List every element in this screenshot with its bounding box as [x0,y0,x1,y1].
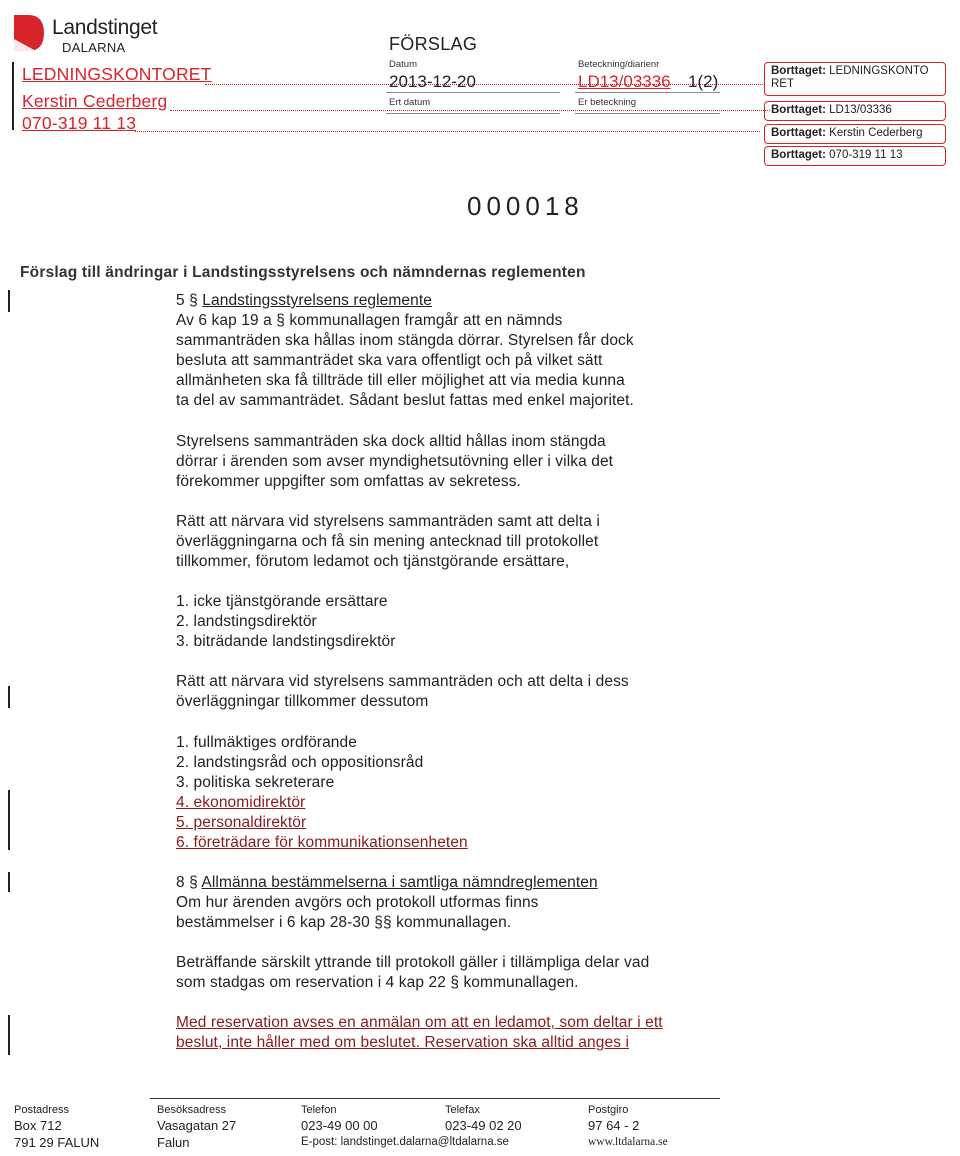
er-date-rule [386,113,560,114]
doc-type: FÖRSLAG [389,34,478,54]
change-line [170,110,770,111]
list-item: 3. politiska sekreterare [176,774,335,791]
footer-phone: 023-49 00 00 [301,1118,378,1133]
change-line [205,84,765,85]
paragraph-line: dörrar i ärenden som avser myndighetsutövning eller i vilka det [176,453,614,470]
footer-fax: 023-49 02 20 [445,1118,522,1133]
footer-visit-label: Besöksadress [157,1104,227,1116]
footer-phone-label: Telefon [301,1104,337,1116]
footer-giro-label: Postgiro [588,1104,629,1116]
paragraph-line: Beträffande särskilt yttrande till protokoll gäller i tillämpliga delar vad [176,954,650,971]
paragraph-line: ta del av sammanträdet. Sådant beslut fattas med enkel majoritet. [176,392,634,409]
footer-visit-2: Falun [157,1135,190,1150]
revision-bar [8,1015,10,1055]
list-item: 1. fullmäktiges ordförande [176,734,357,751]
paragraph-line: Rätt att närvara vid styrelsens sammanträden samt att delta i [176,513,600,530]
inserted-list-item: 5. personaldirektör [176,814,307,831]
logo-region: DALARNA [62,40,126,55]
deletion-balloon: Borttaget: Kerstin Cederberg [764,124,946,144]
revision-bar [8,790,10,850]
paragraph-line: bestämmelser i 6 kap 28-30 §§ kommunallagen. [176,914,512,931]
paragraph-line: överläggningarna och få sin mening antecknad till protokollet [176,533,599,550]
paragraph-line: Av 6 kap 19 a § kommunallagen framgår att en nämnds [176,312,563,329]
change-line [135,131,760,132]
paragraph-line: överläggningar tillkommer dessutom [176,693,429,710]
list-item: 2. landstingsdirektör [176,613,317,630]
date-label: Datum [389,59,417,70]
footer-fax-label: Telefax [445,1104,480,1116]
office-name: LEDNINGSKONTORET [22,64,212,84]
phone-number: 070-319 11 13 [22,113,137,133]
er-ref-label: Er beteckning [578,97,637,108]
paragraph-line: Rätt att närvara vid styrelsens sammanträden och att delta i dess [176,673,629,690]
paragraph-line: förekommer uppgifter som omfattas av sekretess. [176,473,521,490]
paragraph-line: tillkommer, förutom ledamot och tjänstgörande ersättare, [176,553,570,570]
inserted-list-item: 4. ekonomidirektör [176,794,306,811]
section-8-heading: 8 § Allmänna bestämmelserna i samtliga nämndreglementen [176,874,598,891]
doc-ref: LD13/03336 [578,72,671,91]
person-name: Kerstin Cederberg [22,91,168,111]
footer-postal-label: Postadress [14,1104,70,1116]
ref-label: Beteckning/diarienr [578,59,660,70]
deletion-balloon: Borttaget: 070-319 11 13 [764,146,946,166]
paragraph-line: besluta att sammanträdet ska vara offentligt och på vilket sätt [176,352,603,369]
paragraph-line: allmänheten ska få tillträde till eller möjlighet att via media kunna [176,372,625,389]
doc-date: 2013-12-20 [389,72,476,91]
inserted-paragraph-line: Med reservation avses en anmälan om att en ledamot, som deltar i ett [176,1014,663,1031]
page-title: Förslag till ändringar i Landstingsstyrelsens och nämndernas reglementen [20,264,586,281]
list-item: 1. icke tjänstgörande ersättare [176,593,388,610]
page-count: 1(2) [688,72,719,91]
er-date-label: Ert datum [389,97,431,108]
revision-bar [8,686,10,708]
footer-rule [150,1098,720,1099]
inserted-list-item: 6. företrädare för kommunikationsenheten [176,834,468,851]
footer-giro: 97 64 - 2 [588,1118,640,1133]
list-item: 2. landstingsråd och oppositionsråd [176,754,424,771]
revision-bar [12,62,14,130]
paragraph-line: Om hur ärenden avgörs och protokoll utformas finns [176,894,539,911]
paragraph-line: sammanträden ska hållas inom stängda dörrar. Styrelsen får dock [176,332,634,349]
footer-visit-1: Vasagatan 27 [157,1118,237,1133]
date-rule [386,92,560,93]
footer-email: E-post: landstinget.dalarna@ltdalarna.se [301,1136,509,1148]
deletion-balloon: Borttaget: LEDNINGSKONTO RET [764,62,946,96]
section-5-heading: 5 § Landstingsstyrelsens reglemente [176,292,432,309]
deletion-balloon: Borttaget: LD13/03336 [764,101,946,121]
revision-bar [8,290,10,312]
ref-rule [575,92,720,93]
paragraph-line: som stadgas om reservation i 4 kap 22 § kommunallagen. [176,974,579,991]
footer-postal-2: 791 29 FALUN [14,1135,100,1150]
landstinget-logo-icon [12,13,46,53]
footer-postal-1: Box 712 [14,1118,62,1133]
footer-web: www.ltdalarna.se [588,1136,668,1148]
paragraph-line: Styrelsens sammanträden ska dock alltid hållas inom stängda [176,433,606,450]
er-ref-rule [575,113,720,114]
inserted-paragraph-line: beslut, inte håller med om beslutet. Reservation ska alltid anges i [176,1034,629,1051]
stamp-number: 000018 [467,191,584,221]
revision-bar [8,872,10,892]
list-item: 3. biträdande landstingsdirektör [176,633,396,650]
logo-name: Landstinget [52,16,158,39]
